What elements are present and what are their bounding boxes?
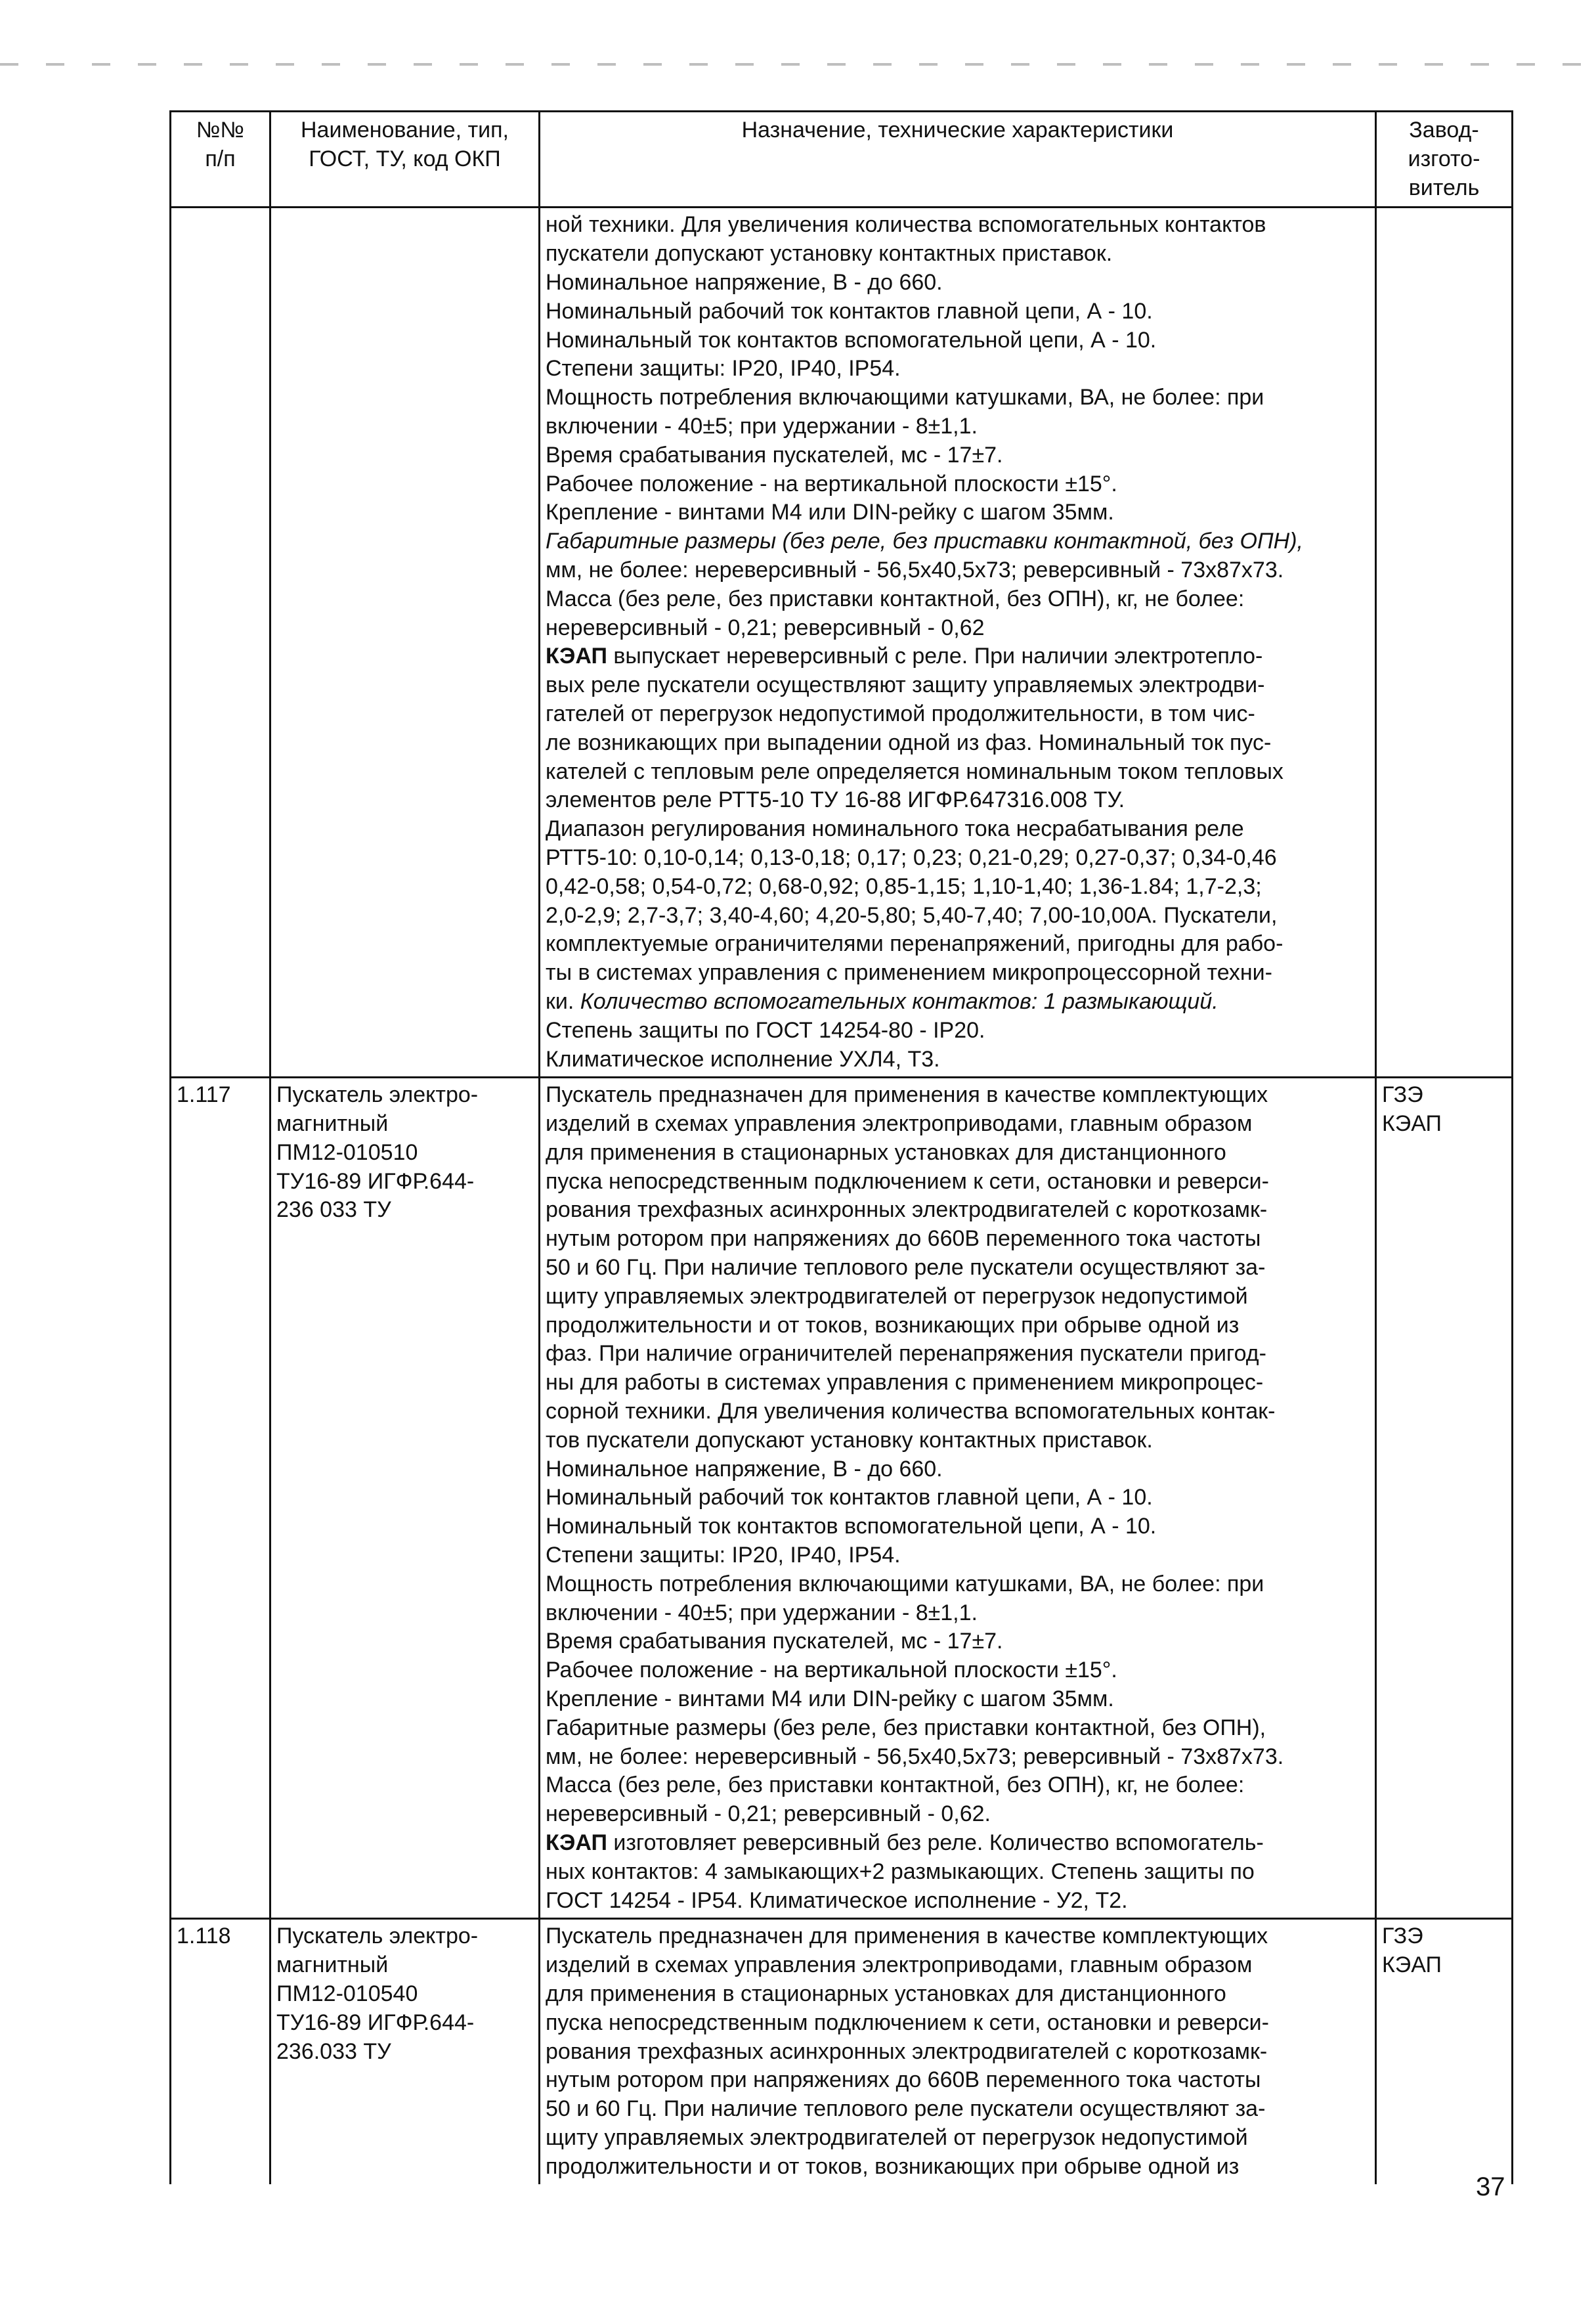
header-name: Наименование, тип, ГОСТ, ТУ, код ОКП [270,112,540,208]
row-manufacturer: ГЗЭ КЭАП [1376,1078,1513,1919]
row-description [540,1078,1376,1919]
description-text: выпускает нереверсивный с реле. При наличии электротепло- вых реле пускатели осуществляют защиту управляемых электродви- гателей от перегрузок недопустимой продолжительности, в том чис- ле возникающих при выпадении одной из фаз. Номинальный ток пус- кателей с тепловым реле определяется номинальным током тепловых элементов реле РТТ5-10 ТУ 16-88 ИГФР.647316.008 ТУ. Диапазон регулирования номинального тока несрабатывания реле РТТ5-10: 0,10-0,14; 0,13-0,18; 0,17; 0,23; 0,21-0,29; 0,27-0,37; 0,34-0,46 0,42-0,58; 0,54-0,72; 0,68-0,92; 0,85-1,15; 1,10-1,40; 1,36-1.84; 1,7-2,3; 2,0-2,9; 2,7-3,7; 3,40-4,60; 4,20-5,80; 5,40-7,40; 7,00-10,00А. Пускатели, комплектуемые ограничителями перенапряжений, пригодны для рабо- ты в системах управления с применением микропроцессорной техни- ки. [546,644,1283,1014]
manufacturer-mention: КЭАП [546,1830,607,1856]
row-number: 1.117 [171,1078,270,1919]
row-name: Пускатель электро- магнитный ПМ12-010510 ТУ16-89 ИГФР.644- 236 033 ТУ [270,1078,540,1919]
table-row [171,1078,1513,1919]
row-name [270,208,540,1078]
header-description: Назначение, технические характеристики [540,112,1376,208]
description-italic-text: Габаритные размеры (без реле, без приставки контактной, без ОПН), [546,529,1303,554]
description-text: Пускатель предназначен для применения в качестве комплектующих изделий в схемах управления электроприводами, главным образом для применения в стационарных установках для дистанционного пуска непосредственным подключением к сети, остановки и реверси- рования трехфазных асинхронных электродвигателей с короткозамк- нутым ротором при напряжениях до 660В переменного тока частоты 50 и 60 Гц. При наличие теплового реле пускатели осуществляют за- щиту управляемых электродвигателей от перегрузок недопустимой продолжительности и от токов, возникающих при обрыве одной из [546,1924,1269,2179]
table-header-row [171,112,1513,208]
description-text: мм, не более: нереверсивный - 56,5х40,5х73; реверсивный - 73х87х73. Масса (без реле, без приставки контактной, без ОПН), кг, не более: нереверсивный - 0,21; реверсивный - 0,62 [546,557,1284,640]
row-number: 1.118 [171,1919,270,2184]
description-text: Степень защиты по ГОСТ 14254-80 - IP20. Климатическое исполнение УХЛ4, Т3. [546,1017,985,1072]
table-row [171,208,1513,1078]
row-number [171,208,270,1078]
header-number: №№ п/п [171,112,270,208]
description-text: ной техники. Для увеличения количества вспомогательных контактов пускатели допускают установку контактных приставок. Номинальное напряжение, В - до 660. Номинальный рабочий ток контактов главной цепи, А - 10. Номинальный ток контактов вспомогательной цепи, А - 10. Степени защиты: IP20, IP40, IP54. Мощность потребления включающими катушками, ВА, не более: при включении - 40±5; при удержании - 8±1,1. Время срабатывания пускателей, мс - 17±7. Рабочее положение - на вертикальной плоскости ±15°. Крепление - винтами М4 или DIN-рейку с шагом 35мм. [546,212,1266,525]
row-manufacturer [1376,208,1513,1078]
scan-artifact-line [0,63,1596,66]
row-manufacturer: ГЗЭ КЭАП [1376,1919,1513,2184]
description-text: изготовляет реверсивный без реле. Количество вспомогатель- ных контактов: 4 замыкающих+2 размыкающих. Степень защиты по ГОСТ 14254 - IP54. Климатическое исполнение - У2, Т2. [546,1830,1264,1913]
spec-table [169,110,1513,2184]
row-description [540,1919,1376,2184]
description-text: Пускатель предназначен для применения в качестве комплектующих изделий в схемах управления электроприводами, главным образом для применения в стационарных установках для дистанционного пуска непосредственным подключением к сети, остановки и реверси- рования трехфазных асинхронных электродвигателей с короткозамк- нутым ротором при напряжениях до 660В переменного тока частоты 50 и 60 Гц. При наличие теплового реле пускатели осуществляют за- щиту управляемых электродвигателей от перегрузок недопустимой продолжительности и от токов, возникающих при обрыве одной из фаз. При наличие ограничителей перенапряжения пускатели пригод- ны для работы в системах управления с применением микропроцес- сорной техники. Для увеличения количества вспомогательных контак- тов пускатели допускают установку контактных приставок. Номинальное напряжение, В - до 660. Номинальный рабочий ток контактов главной цепи, А - 10. Номинальный ток контактов вспомогательной цепи, А - 10. Степени защиты: IP20, IP40, IP54. Мощность потребления включающими катушками, ВА, не более: при включении - 40±5; при удержании - 8±1,1. Время срабатывания пускателей, мс - 17±7. Рабочее положение - на вертикальной плоскости ±15°. Крепление - винтами М4 или DIN-рейку с шагом 35мм. Габаритные размеры (без реле, без приставки контактной, без ОПН), мм, не более: нереверсивный - 56,5х40,5х73; реверсивный - 73х87х73. Масса (без реле, без приставки контактной, без ОПН), кг, не более: нереверсивный - 0,21; реверсивный - 0,62. [546,1082,1284,1827]
table-row [171,1919,1513,2184]
manufacturer-mention: КЭАП [546,644,607,669]
row-name: Пускатель электро- магнитный ПМ12-010540 ТУ16-89 ИГФР.644- 236.033 ТУ [270,1919,540,2184]
description-italic-text: Количество вспомогательных контактов: 1 размыкающий. [580,988,1219,1014]
row-description [540,208,1376,1078]
page-number: 37 [1476,2172,1505,2201]
header-manufacturer: Завод- изгото- витель [1376,112,1513,208]
